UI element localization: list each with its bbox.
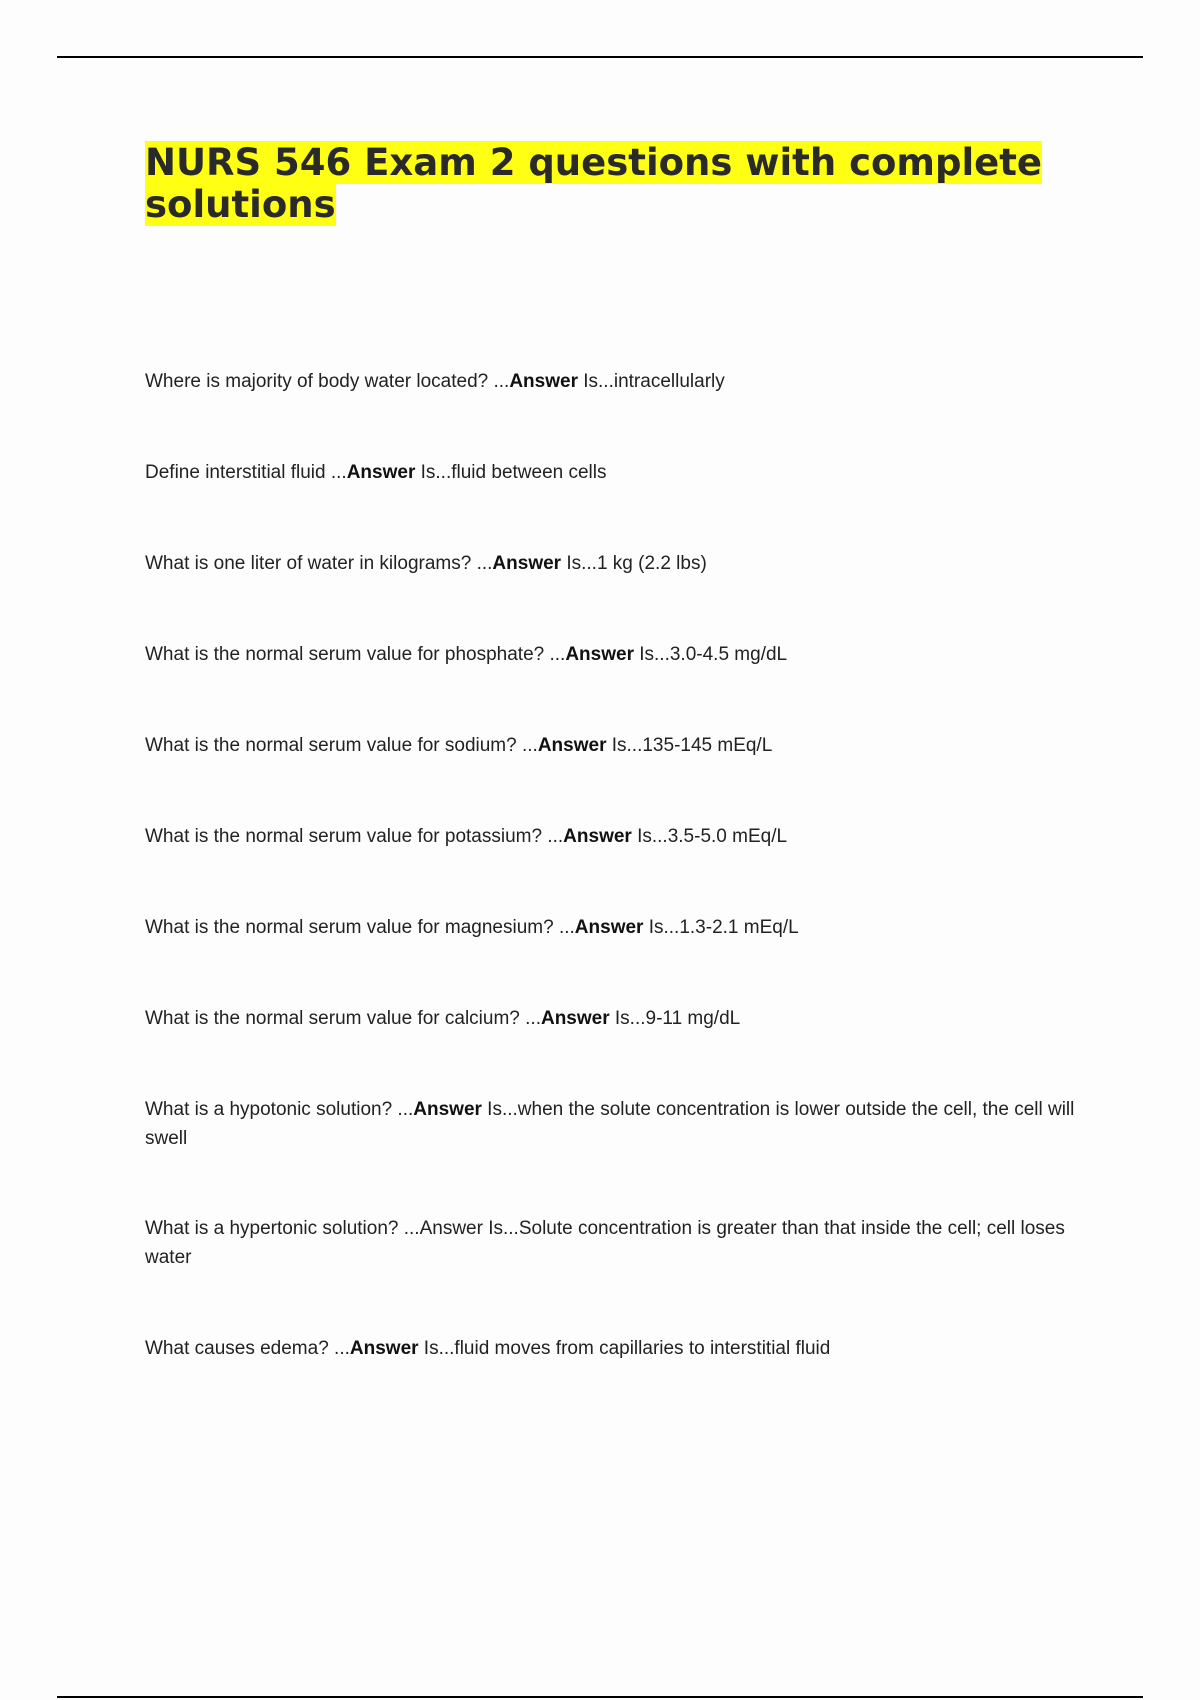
question-text: What is the normal serum value for phosphate? ... [145, 644, 566, 665]
qa-text: What is a hypertonic solution? ...Answer Is...Solute concentration is greater than that inside the cell; cell loses water [145, 1218, 1065, 1268]
answer-label: Answer [565, 644, 634, 665]
question-text: What is the normal serum value for sodium? ... [145, 735, 538, 756]
qa-item-9 [145, 1095, 1085, 1153]
answer-label: Answer [349, 1338, 419, 1359]
answer-label: Answer [537, 735, 607, 756]
question-text: What is the normal serum value for calcium? ... [145, 1008, 541, 1029]
answer-label: Answer [413, 1099, 482, 1120]
answer-text: Is...135-145 mEq/L [606, 735, 773, 756]
answer-text: Is...intracellularly [577, 371, 725, 392]
answer-text: Is...fluid between cells [415, 462, 607, 483]
qa-item-5 [145, 731, 1085, 760]
question-text: What is one liter of water in kilograms? ... [145, 553, 493, 574]
qa-item-8 [145, 1004, 1085, 1033]
qa-item-1 [145, 367, 1085, 396]
qa-item-11 [145, 1334, 1085, 1363]
question-text: What causes edema? ... [145, 1338, 350, 1359]
answer-text: Is...1 kg (2.2 lbs) [561, 553, 707, 574]
answer-text: Is...3.5-5.0 mEq/L [631, 826, 788, 847]
question-text: What is the normal serum value for magnesium? ... [145, 917, 575, 938]
answer-label: Answer [540, 1008, 610, 1029]
qa-item-2 [145, 458, 1085, 487]
footer-rule [57, 1696, 1143, 1698]
question-text: Define interstitial fluid ... [145, 462, 347, 483]
answer-text: Is...3.0-4.5 mg/dL [633, 644, 788, 665]
question-text: What is the normal serum value for potassium? ... [145, 826, 564, 847]
answer-label: Answer [492, 553, 562, 574]
answer-label: Answer [509, 371, 578, 392]
title-highlight: NURS 546 Exam 2 questions with complete solutions [145, 141, 1043, 226]
qa-item-3 [145, 549, 1085, 578]
qa-item-4 [145, 640, 1085, 669]
answer-text: Is...1.3-2.1 mEq/L [643, 917, 799, 938]
document-title [145, 142, 1085, 226]
answer-text: Is...9-11 mg/dL [609, 1008, 741, 1029]
question-text: Where is majority of body water located? ... [145, 371, 510, 392]
qa-item-10 [145, 1214, 1085, 1272]
answer-text: Is...fluid moves from capillaries to interstitial fluid [418, 1338, 831, 1359]
question-text: What is a hypotonic solution? ... [145, 1099, 414, 1120]
answer-text: Is...when the solute concentration is lower outside the cell, the cell will swell [145, 1099, 1075, 1149]
qa-item-6 [145, 822, 1085, 851]
qa-item-7 [145, 913, 1085, 942]
answer-label: Answer [346, 462, 416, 483]
answer-label: Answer [574, 917, 644, 938]
answer-label: Answer [563, 826, 632, 847]
header-rule [57, 56, 1143, 58]
